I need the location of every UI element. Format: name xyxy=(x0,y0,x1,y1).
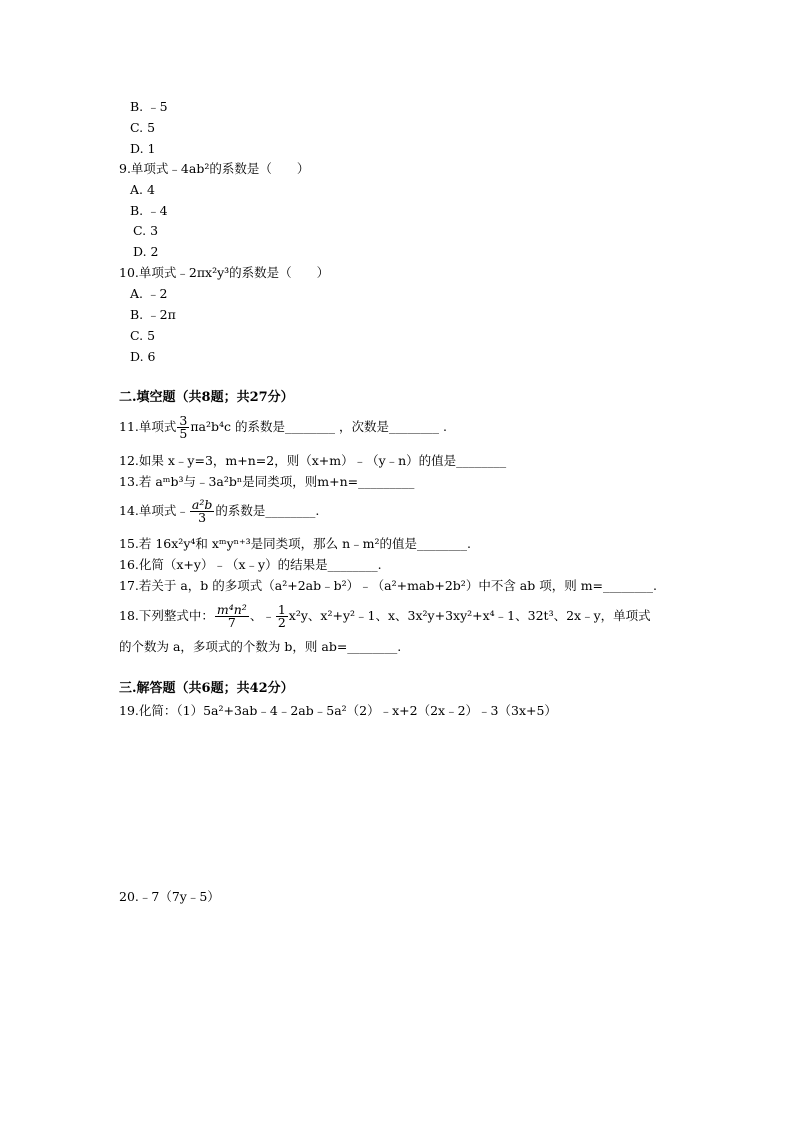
q13: 13.若 aᵐb³与﹣3a²bⁿ是同类项，则m+n=_________ xyxy=(119,474,415,489)
q18-fraction-2-numerator: 1 xyxy=(277,602,286,617)
q12: 12.如果 x﹣y=3，m+n=2，则（x+m）﹣（y﹣n）的值是________ xyxy=(119,453,507,468)
q9-option-a: A. 4 xyxy=(130,182,155,197)
q10-option-d: D. 6 xyxy=(130,349,156,364)
q14-fraction-numerator: a²b xyxy=(191,497,213,512)
q14-prefix: 14.单项式﹣ xyxy=(119,503,189,518)
q9-option-b: B. ﹣4 xyxy=(130,203,168,218)
q14-fraction xyxy=(190,499,214,524)
q8-option-b: B. ﹣5 xyxy=(130,99,168,114)
q11-suffix: πa²b⁴c 的系数是________ ，次数是________ . xyxy=(190,419,447,434)
q18-middle: 、﹣ xyxy=(249,608,275,623)
q18-fraction-2-denominator: 2 xyxy=(277,615,286,630)
q17: 17.若关于 a，b 的多项式（a²+2ab﹣b²）﹣（a²+mab+2b²）中不含 ab 项，则 m=________. xyxy=(119,578,657,593)
q19: 19.化简：（1）5a²+3ab﹣4﹣2ab﹣5a²（2）﹣x+2（2x﹣2）﹣3（3x+5） xyxy=(119,703,557,718)
q18-fraction-1 xyxy=(215,604,249,629)
q9-option-d: D. 2 xyxy=(133,244,159,259)
q11 xyxy=(119,413,447,441)
q11-fraction xyxy=(177,415,189,440)
q8-option-c: C. 5 xyxy=(130,120,156,135)
q18-line2: 的个数为 a，多项式的个数为 b，则 ab=________. xyxy=(119,639,402,654)
q10-option-a: A. ﹣2 xyxy=(130,286,168,301)
q14-fraction-denominator: 3 xyxy=(198,510,207,525)
q9-option-c: C. 3 xyxy=(133,223,159,238)
section2-heading: 二.填空题（共8题；共27分） xyxy=(119,390,294,405)
q18-suffix: x²y、x²+y²﹣1、x、3x²y+3xy²+x⁴﹣1、32t³、2x﹣y，单项式 xyxy=(288,608,651,623)
q18-prefix: 18.下列整式中： xyxy=(119,608,214,623)
q9-stem: 9.单项式﹣4ab²的系数是（ ） xyxy=(119,161,310,176)
q14-suffix: 的系数是________. xyxy=(215,503,320,518)
q18-fraction-1-numerator: m⁴n² xyxy=(216,602,247,617)
q16: 16.化简（x+y）﹣（x﹣y）的结果是________. xyxy=(119,557,382,572)
q18-fraction-2 xyxy=(276,604,288,629)
q18-line1 xyxy=(119,601,651,631)
q10-stem: 10.单项式﹣2πx²y³的系数是（ ） xyxy=(119,265,330,280)
q20: 20.﹣7（7y﹣5） xyxy=(119,889,220,904)
q18-fraction-1-denominator: 7 xyxy=(227,615,236,630)
q11-prefix: 11.单项式 xyxy=(119,419,177,434)
q15: 15.若 16x²y⁴和 xᵐyⁿ⁺³是同类项，那么 n﹣m²的值是________. xyxy=(119,536,472,551)
q8-option-d: D. 1 xyxy=(130,141,156,156)
q11-fraction-denominator: 5 xyxy=(179,426,188,441)
q10-option-c: C. 5 xyxy=(130,328,156,343)
q11-fraction-numerator: 3 xyxy=(179,413,188,428)
q10-option-b: B. ﹣2π xyxy=(130,307,176,322)
q14 xyxy=(119,497,319,525)
section3-heading: 三.解答题（共6题；共42分） xyxy=(119,681,294,696)
